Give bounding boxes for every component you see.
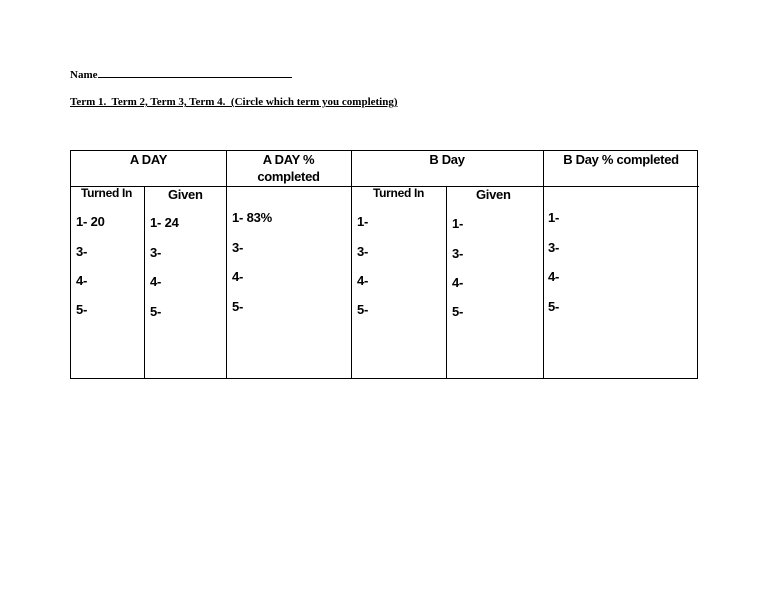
a-day-turned-in-cell[interactable]: 5- — [76, 302, 88, 317]
b-day-pct-cell[interactable]: 4- — [548, 269, 560, 284]
a-day-given-cell[interactable]: 3- — [150, 245, 162, 260]
name-line — [70, 68, 292, 81]
a-day-turned-in-cell[interactable]: 1- 20 — [76, 214, 105, 229]
a-day-pct-cell[interactable]: 3- — [232, 240, 244, 255]
a-day-pct-cell[interactable]: 4- — [232, 269, 244, 284]
b-day-turned-in-cell[interactable]: 5- — [357, 302, 369, 317]
a-day-pct-cell[interactable]: 5- — [232, 299, 244, 314]
b-day-pct-cell[interactable]: 5- — [548, 299, 560, 314]
b-day-pct-cell[interactable]: 3- — [548, 240, 560, 255]
b-day-pct-cell[interactable]: 1- — [548, 210, 560, 225]
b-day-given-cell[interactable]: 5- — [452, 304, 464, 319]
b-day-given-cell[interactable]: 1- — [452, 216, 464, 231]
b-day-turned-in-label: Turned In — [373, 186, 425, 200]
a-day-header: A DAY — [129, 152, 168, 167]
a-day-turned-in-cell[interactable]: 4- — [76, 273, 88, 288]
name-blank-field[interactable] — [98, 68, 292, 78]
column-divider — [144, 186, 145, 378]
b-day-pct-header: B Day % completed — [563, 152, 679, 167]
b-day-turned-in-cell[interactable]: 4- — [357, 273, 369, 288]
b-day-given-cell[interactable]: 3- — [452, 246, 464, 261]
b-day-given-cell[interactable]: 4- — [452, 275, 464, 290]
a-day-turned-in-cell[interactable]: 3- — [76, 244, 88, 259]
b-day-turned-in-cell[interactable]: 1- — [357, 214, 369, 229]
term-completion-table — [70, 150, 698, 379]
column-divider — [446, 186, 447, 378]
a-day-given-label: Given — [168, 187, 203, 202]
b-day-turned-in-cell[interactable]: 3- — [357, 244, 369, 259]
header-divider — [543, 186, 699, 187]
a-day-given-cell[interactable]: 5- — [150, 304, 162, 319]
a-day-turned-in-label: Turned In — [81, 186, 133, 200]
a-day-pct-cell[interactable]: 1- 83% — [232, 210, 272, 225]
header-divider — [71, 186, 543, 187]
b-day-header: B Day — [429, 152, 465, 167]
a-day-given-cell[interactable]: 1- 24 — [150, 215, 179, 230]
term-instruction: Term 1. Term 2, Term 3, Term 4. (Circle which term you completing) — [70, 96, 398, 108]
b-day-given-label: Given — [476, 187, 511, 202]
a-day-given-cell[interactable]: 4- — [150, 274, 162, 289]
name-label: Name — [70, 69, 98, 81]
a-day-pct-header: A DAY % completed — [257, 152, 320, 184]
